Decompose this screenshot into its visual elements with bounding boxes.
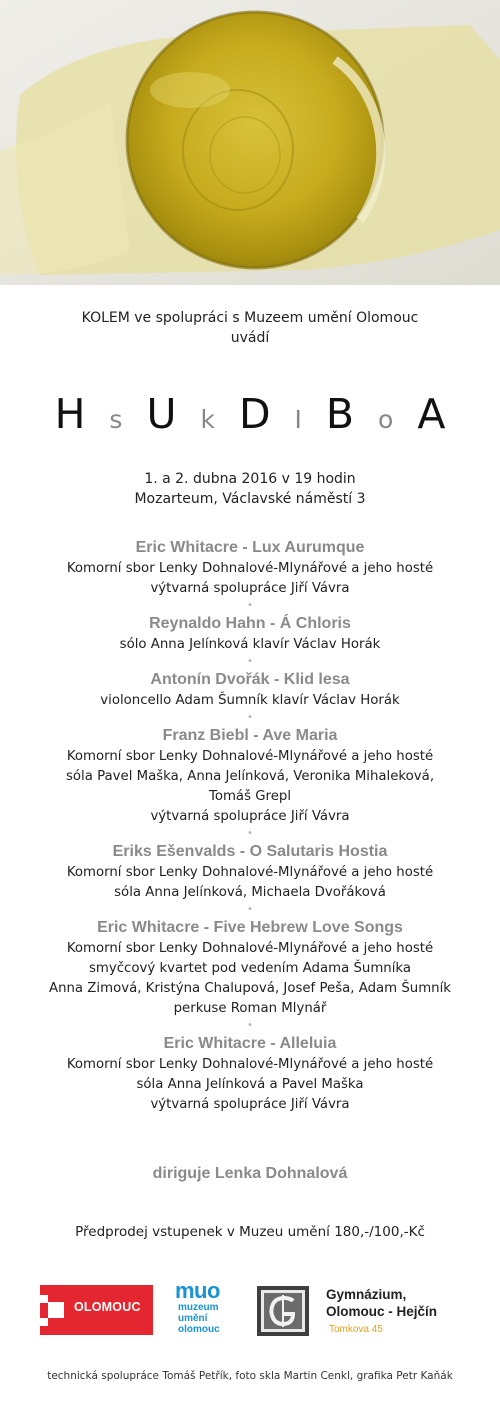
event-venue: Mozarteum, Václavské náměstí 3: [134, 491, 366, 507]
program-item-performers: sólo Anna Jelínková klavír Václav Horák: [119, 637, 381, 652]
partner-logos: [0, 1280, 500, 1340]
program-item-performers: výtvarná spolupráce Jiří Vávra: [150, 581, 350, 596]
presenter-text: [0, 308, 500, 348]
muzeum-logo-mark: muo: [175, 1278, 220, 1303]
title-letter: D: [238, 390, 271, 438]
program-item-title: Reynaldo Hahn - Á Chloris: [149, 615, 351, 632]
presenter-line: KOLEM ve spolupráci s Muzeem umění Olomouc: [81, 310, 419, 326]
event-title: [0, 390, 500, 440]
title-letter: H: [54, 390, 86, 438]
gymnazium-logo-text: [326, 1286, 437, 1335]
program-item-performers: Komorní sbor Lenky Dohnalové-Mlynářové a jeho hosté: [66, 749, 434, 764]
title-letter: B: [325, 390, 355, 438]
title-letter: s: [109, 405, 123, 434]
program-item-title: Eric Whitacre - Five Hebrew Love Songs: [97, 919, 403, 936]
program-item-title: Eriks Ešenvalds - O Salutaris Hostia: [112, 843, 388, 860]
program-separator: •: [247, 904, 253, 915]
event-date: 1. a 2. dubna 2016 v 19 hodin: [144, 471, 356, 487]
program-item-performers: Komorní sbor Lenky Dohnalové-Mlynářové a jeho hosté: [66, 561, 434, 576]
presenter-subline: uvádí: [230, 330, 270, 346]
program-separator: •: [247, 600, 253, 611]
muzeum-logo: [175, 1280, 245, 1340]
program-item-performers: perkuse Roman Mlynář: [173, 1001, 327, 1016]
title-letter: U: [146, 390, 177, 438]
program-item-title: Franz Biebl - Ave Maria: [162, 727, 338, 744]
conductor: diriguje Lenka Dohnalová: [152, 1165, 348, 1182]
program-item-performers: Komorní sbor Lenky Dohnalové-Mlynářové a jeho hosté: [66, 941, 434, 956]
program-list: [0, 537, 500, 1115]
program-item-title: Eric Whitacre - Lux Aurumque: [135, 539, 365, 556]
program-item-performers: výtvarná spolupráce Jiří Vávra: [150, 809, 350, 824]
muzeum-logo-line: olomouc: [178, 1324, 220, 1335]
title-letter: A: [417, 390, 446, 438]
title-letter: I: [294, 405, 302, 434]
program-item-performers: sóla Pavel Maška, Anna Jelínková, Veronika Mihaleková,: [65, 769, 435, 784]
program-item-performers: výtvarná spolupráce Jiří Vávra: [150, 1097, 350, 1112]
program-item: [0, 917, 500, 1019]
credits: technická spolupráce Tomáš Petřík, foto skla Martin Cenkl, grafika Petr Kaňák: [47, 1370, 453, 1382]
program-item: [0, 1033, 500, 1115]
glass-disc-image: [0, 0, 500, 285]
title-letter: k: [200, 405, 215, 434]
olomouc-logo-text: OLOMOUC: [74, 1300, 141, 1314]
gymnazium-emblem: [257, 1286, 309, 1336]
hero-photo-glass: [0, 0, 500, 285]
program-item: [0, 537, 500, 599]
gymnazium-name-line: Olomouc - Hejčín: [326, 1304, 438, 1319]
olomouc-logo: [40, 1285, 153, 1335]
program-item-performers: sóla Anna Jelínková, Michaela Dvořáková: [114, 885, 386, 900]
event-details: [0, 469, 500, 509]
program-item-performers: Komorní sbor Lenky Dohnalové-Mlynářové a jeho hosté: [66, 1057, 434, 1072]
program-separator: •: [247, 656, 253, 667]
program-item: [0, 725, 500, 827]
program-separator: •: [247, 1020, 253, 1031]
program-item-title: Eric Whitacre - Alleluia: [163, 1035, 337, 1052]
program-item: [0, 841, 500, 903]
program-separator: •: [247, 828, 253, 839]
program-item-performers: Komorní sbor Lenky Dohnalové-Mlynářové a jeho hosté: [66, 865, 434, 880]
muzeum-logo-line: umění: [178, 1313, 208, 1324]
program-item-performers: Anna Zimová, Kristýna Chalupová, Josef Peša, Adam Šumník: [48, 981, 451, 996]
program-item-performers: sóla Anna Jelínková a Pavel Maška: [136, 1077, 364, 1092]
title-letter: o: [378, 405, 394, 434]
gymnazium-name-line: Gymnázium,: [326, 1287, 407, 1302]
ticket-info: Předprodej vstupenek v Muzeu umění 180,-/100,-Kč: [75, 1224, 425, 1240]
program-item: [0, 669, 500, 711]
program-item-performers: smyčcový kvartet pod vedením Adama Šumníka: [88, 961, 412, 976]
program-item: [0, 613, 500, 655]
gymnazium-address: Tomkova 45: [329, 1324, 383, 1335]
muzeum-logo-line: muzeum: [178, 1302, 219, 1313]
program-item-performers: Tomáš Grepl: [208, 789, 292, 804]
program-separator: •: [247, 712, 253, 723]
gymnazium-emblem-icon: [257, 1286, 309, 1336]
program-item-performers: violoncello Adam Šumník klavír Václav Horák: [100, 693, 400, 708]
program-item-title: Antonín Dvořák - Klid lesa: [150, 671, 350, 688]
